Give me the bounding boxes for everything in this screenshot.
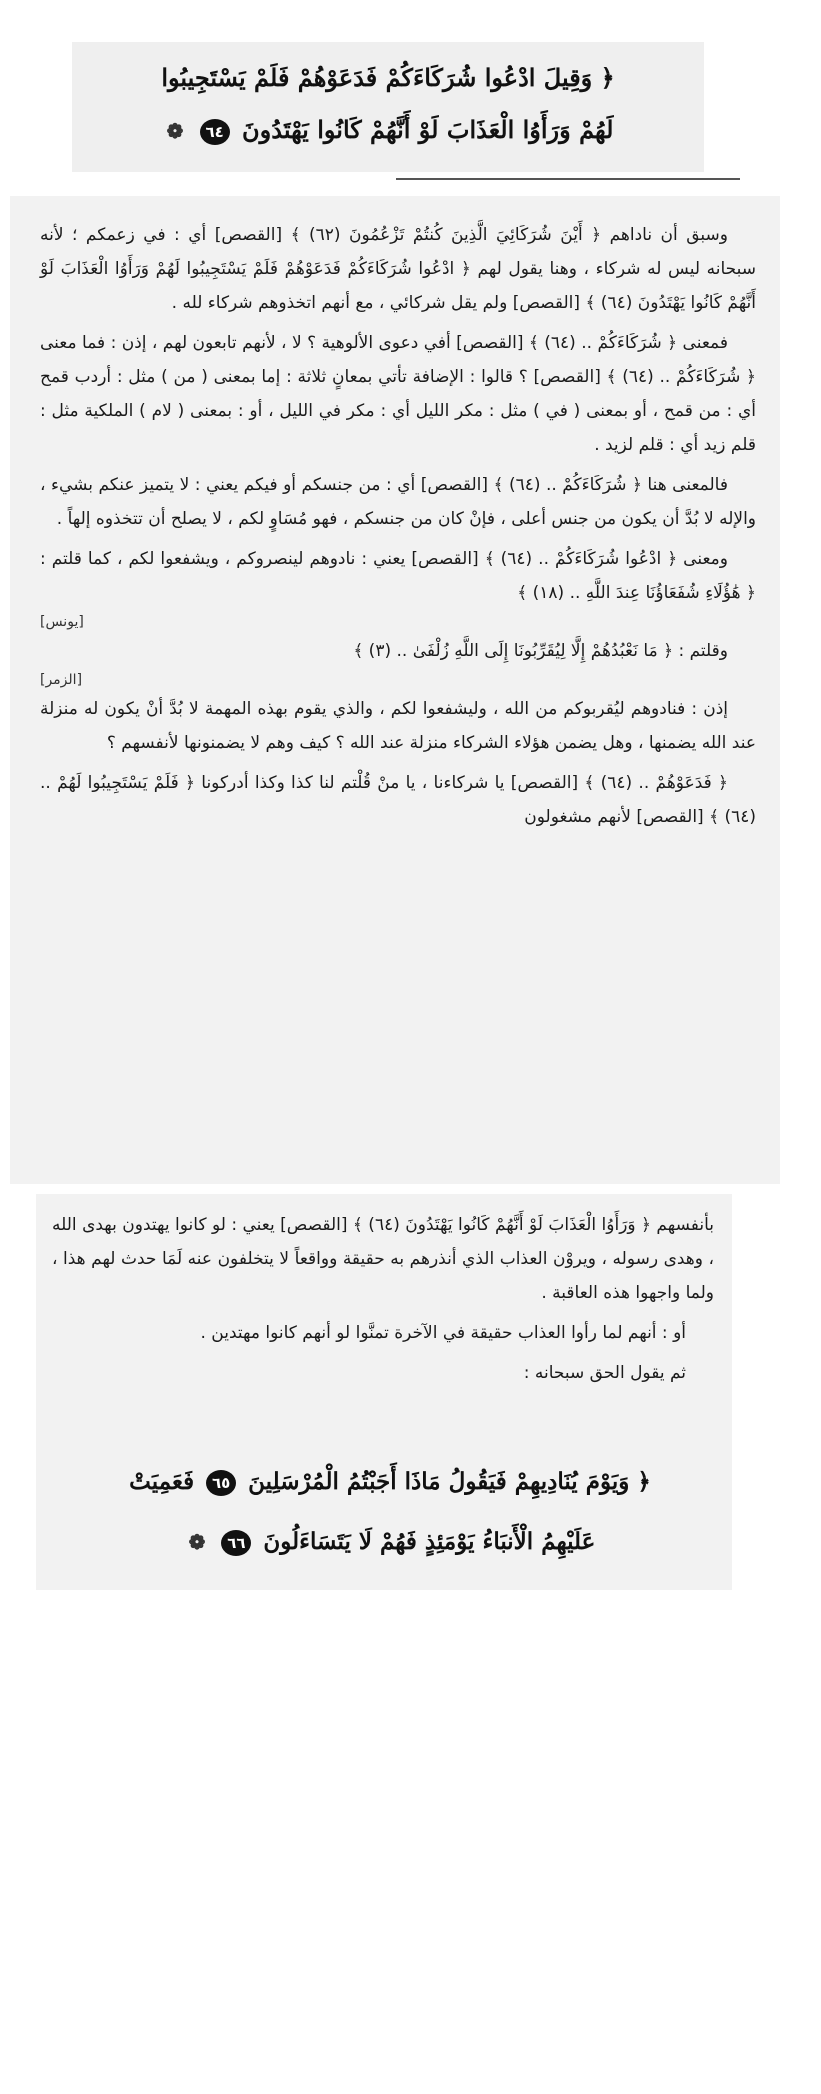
ornament-icon: ❁	[166, 119, 184, 143]
paragraph-1: وسبق أن ناداهم ﴿ أَيْنَ شُرَكَائِيَ الَّذِينَ كُنتُمْ تَزْعُمُونَ (٦٢) ﴾ [القصص] أي : في زعمكم ؛ لأنه سبحانه ليس له شركاء ، وهنا يقول لهم ﴿ ادْعُوا شُرَكَاءَكُمْ فَدَعَوْهُمْ فَلَمْ يَسْتَجِيبُوا لَهُمْ وَرَأَوُا الْعَذَابَ لَوْ أَنَّهُمْ كَانُوا يَهْتَدُونَ (٦٤) ﴾ [القصص] ولم يقل شركائي ، مع أنهم اتخذوهم شركاء لله .	[40, 225, 756, 313]
verse-top-line1: ﴿ وَقِيلَ ادْعُوا شُرَكَاءَكُمْ فَدَعَوْهُمْ فَلَمْ يَسْتَجِيبُوا	[161, 63, 615, 92]
verse-top-line2-wrap	[72, 104, 704, 157]
paragraph-9: أو : أنهم لما رأوا العذاب حقيقة في الآخرة تمنَّوا لو أنهم كانوا مهتدين .	[200, 1323, 686, 1343]
verse-box-top	[72, 42, 704, 172]
source-label-zumar: [الزمر]	[40, 672, 83, 688]
commentary-block-1	[40, 218, 756, 840]
top-rule	[396, 178, 740, 180]
ornament-icon: ❁	[188, 1530, 206, 1554]
paragraph-3: فالمعنى هنا ﴿ شُرَكَاءَكُمْ .. (٦٤) ﴾ [القصص] أي : من جنسكم أو فيكم يعني : لا يتميز عنكم بشيء ، والإله لا بُدَّ أن يكون من جنس أعلى ، فإنْ كان من جنسكم ، فهو مُسَاوٍ لكم ، لا يصلح أن تتخذوه إلهاً .	[40, 475, 756, 529]
verse-box-bottom	[60, 1448, 720, 1588]
commentary-block-2	[52, 1208, 714, 1396]
verse-bottom-line2-wrap	[60, 1512, 720, 1572]
paragraph-2: فمعنى ﴿ شُرَكَاءَكُمْ .. (٦٤) ﴾ [القصص] أفي دعوى الألوهية ؟ لا ، لأنهم تابعون لهم ، إذن : فما معنى ﴿ شُرَكَاءَكُمْ .. (٦٤) ﴾ [القصص] ؟ قالوا : الإضافة تأتي بمعانٍ ثلاثة : إما بمعنى ( من ) مثل : أردب قمح أي : من قمح ، أو بمعنى ( في ) مثل : مكر الليل أي : مكر في الليل ، أو : بمعنى ( لام ) الملكية مثل : قلم زيد أي : قلم لزيد .	[40, 333, 756, 455]
paragraph-10: ثم يقول الحق سبحانه :	[523, 1363, 686, 1383]
verse-top-line2: لَهُمْ وَرَأَوُا الْعَذَابَ لَوْ أَنَّهُمْ كَانُوا يَهْتَدُونَ	[242, 115, 614, 144]
verse-bottom-line2: عَلَيْهِمُ الْأَنبَاءُ يَوْمَئِذٍ فَهُمْ لَا يَتَسَاءَلُونَ	[263, 1528, 596, 1555]
paragraph-8: بأنفسهم ﴿ وَرَأَوُا الْعَذَابَ لَوْ أَنَّهُمْ كَانُوا يَهْتَدُونَ (٦٤) ﴾ [القصص] يعني : لو كانوا يهتدون بهدى الله ، وهدى رسوله ، ويروْن العذاب الذي أنذرهم به حقيقة وواقعاً لا يتخلفون عنه لَمَا حدث لهم هذا ، ولما واجهوا هذه العاقبة .	[52, 1215, 714, 1303]
ayah-number-badge: ٦٦	[221, 1530, 251, 1556]
paragraph-4: ومعنى ﴿ ادْعُوا شُرَكَاءَكُمْ .. (٦٤) ﴾ [القصص] يعني : نادوهم لينصروكم ، ويشفعوا لكم ، كما قلتم : ﴿ هَٰؤُلَاءِ شُفَعَاؤُنَا عِندَ اللَّهِ .. (١٨) ﴾	[40, 549, 756, 603]
verse-bottom-line1: ﴿ وَيَوْمَ يُنَادِيهِمْ فَيَقُولُ مَاذَا أَجَبْتُمُ الْمُرْسَلِينَ	[248, 1468, 651, 1495]
verse-bottom-line1b: فَعَمِيَتْ	[129, 1468, 195, 1495]
ayah-number-badge: ٦٥	[206, 1470, 236, 1496]
ayah-number-badge: ٦٤	[200, 119, 230, 145]
paragraph-5: وقلتم : ﴿ مَا نَعْبُدُهُمْ إِلَّا لِيُقَرِّبُونَا إِلَى اللَّهِ زُلْفَىٰ .. (٣) ﴾	[353, 641, 728, 661]
paragraph-7: ﴿ فَدَعَوْهُمْ .. (٦٤) ﴾ [القصص] يا شركاءنا ، يا منْ قُلْتم لنا كذا وكذا أدركونا ﴿ فَلَمْ يَسْتَجِيبُوا لَهُمْ .. (٦٤) ﴾ [القصص] لأنهم مشغولون	[40, 773, 756, 827]
verse-bottom-line1-wrap	[60, 1452, 720, 1512]
paragraph-6: إذن : فنادوهم ليُقربوكم من الله ، وليشفعوا لكم ، والذي يقوم بهذه المهمة لا بُدَّ أنْ يكون له منزلة عند الله يضمنها ، وهل يضمن هؤلاء الشركاء منزلة عند الله ؟ كيف وهم لا يضمنونها لأنفسهم ؟	[40, 699, 756, 753]
source-label-yunus: [يونس]	[40, 614, 84, 630]
